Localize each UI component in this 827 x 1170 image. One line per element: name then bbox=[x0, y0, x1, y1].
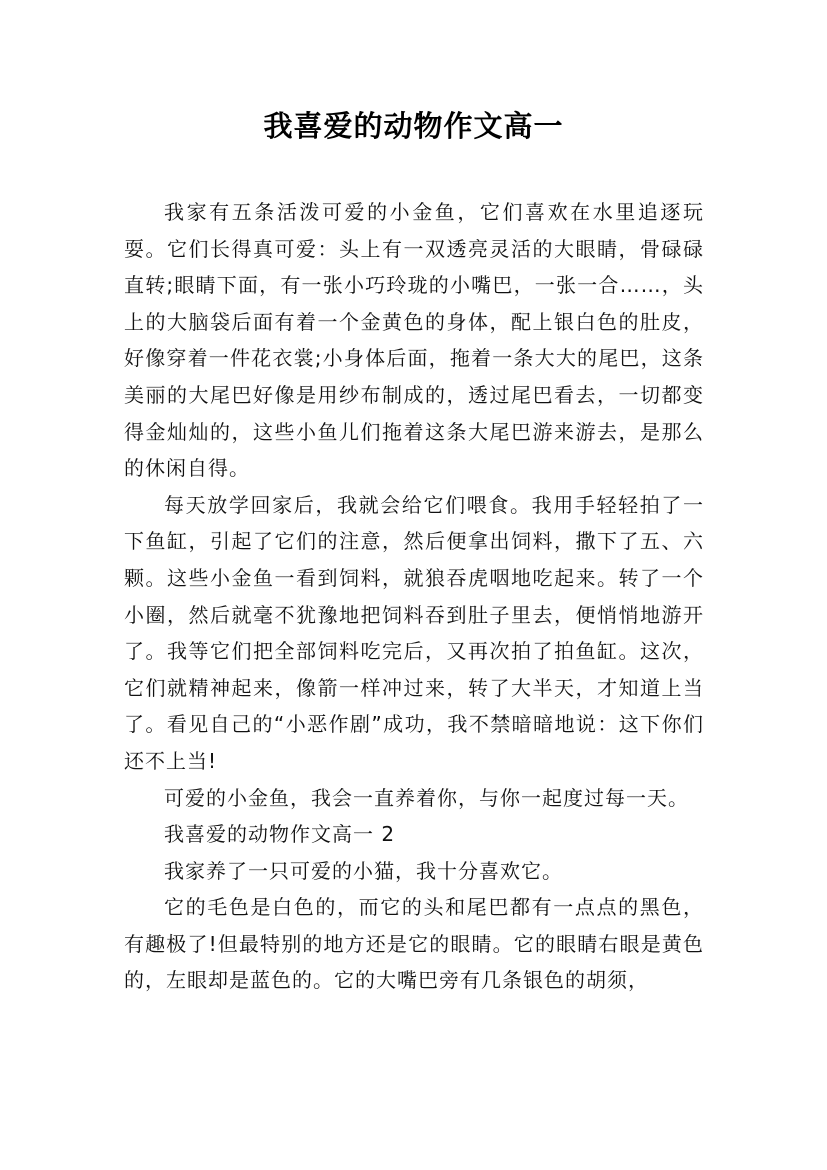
paragraph: 每天放学回家后，我就会给它们喂食。我用手轻轻拍了一下鱼缸，引起了它们的注意，然后便拿出饲料，撒下了五、六颗。这些小金鱼一看到饲料，就狼吞虎咽地吃起来。转了一个小圈，然后就毫不犹豫地把饲料吞到肚子里去，便悄悄地游开了。我等它们把全部饲料吃完后，又再次拍了拍鱼缸。这次，它们就精神起来，像箭一样冲过来，转了大半天，才知道上当了。看见自己的“小恶作剧”成功，我不禁暗暗地说：这下你们还不上当! bbox=[124, 492, 704, 773]
document-body bbox=[124, 194, 704, 999]
paragraph: 它的毛色是白色的，而它的头和尾巴都有一点点的黑色，有趣极了!但最特别的地方还是它的眼睛。它的眼睛右眼是黄色的，左眼却是蓝色的。它的大嘴巴旁有几条银色的胡须， bbox=[124, 895, 704, 993]
document-title: 我喜爱的动物作文高一 bbox=[263, 109, 564, 143]
paragraph: 可爱的小金鱼，我会一直养着你，与你一起度过每一天。 bbox=[164, 785, 689, 810]
section-heading: 我喜爱的动物作文高一 2 bbox=[164, 822, 396, 847]
paragraph: 我家有五条活泼可爱的小金鱼，它们喜欢在水里追逐玩耍。它们长得真可爱：头上有一双透亮灵活的大眼睛，骨碌碌直转;眼睛下面，有一张小巧玲珑的小嘴巴，一张一合……，头上的大脑袋后面有着一个金黄色的身体，配上银白色的肚皮，好像穿着一件花衣裳;小身体后面，拖着一条大大的尾巴，这条美丽的大尾巴好像是用纱布制成的，透过尾巴看去，一切都变得金灿灿的，这些小鱼儿们拖着这条大尾巴游来游去，是那么的休闲自得。 bbox=[124, 200, 704, 481]
paragraph: 我家养了一只可爱的小猫，我十分喜欢它。 bbox=[164, 858, 563, 883]
